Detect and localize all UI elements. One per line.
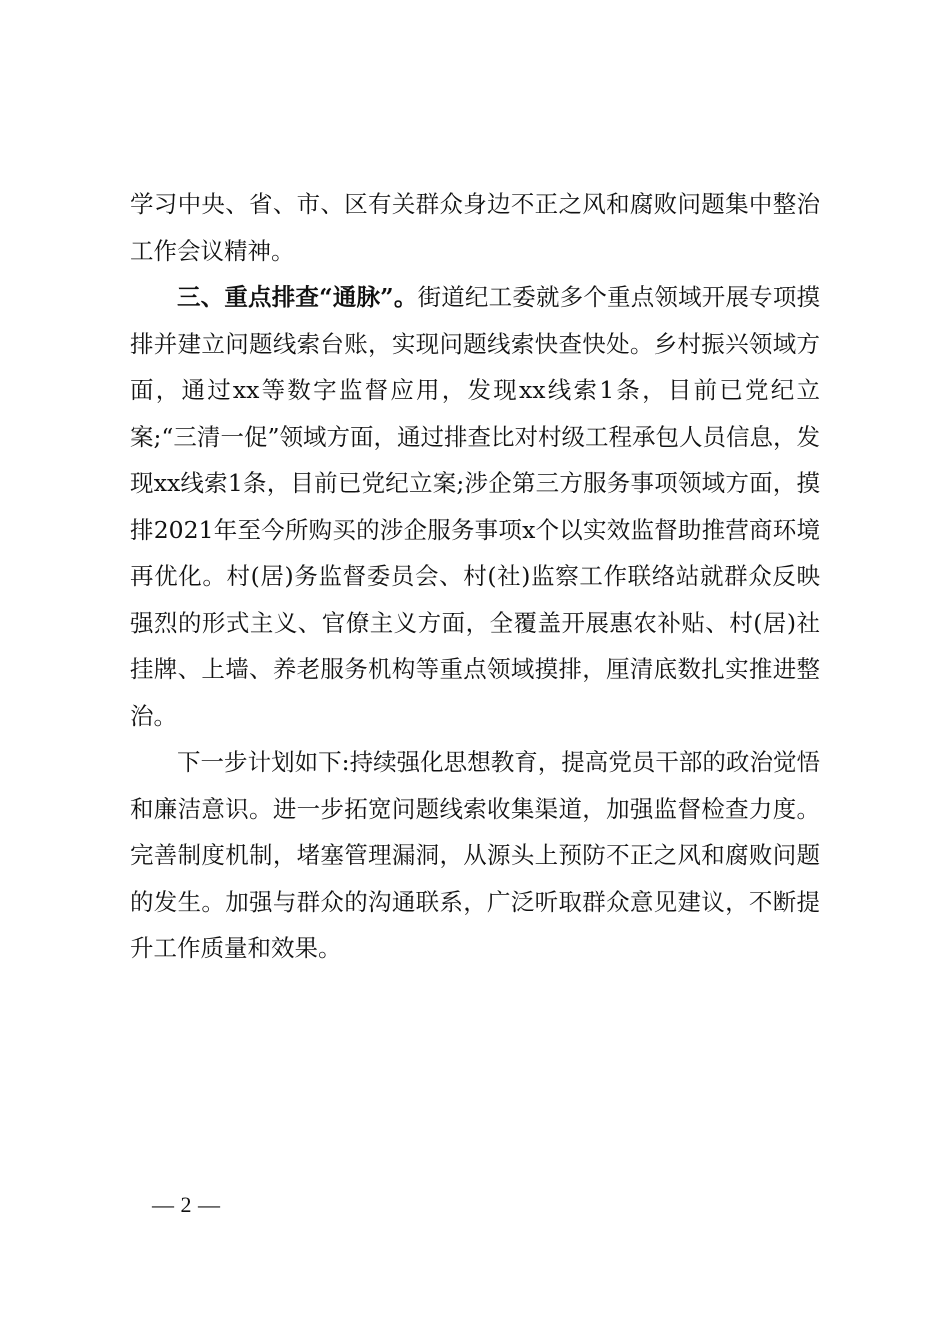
document-body: [130, 181, 820, 972]
paragraph-text: 街道纪工委就多个重点领域开展专项摸排并建立问题线索台账，实现问题线索快查快处。乡村振兴领域方面，通过xx等数字监督应用，发现xx线索1条，目前已党纪立案;“三清一促”领域方面，通过排查比对村级工程承包人员信息，发现xx线索1条，目前已党纪立案;涉企第三方服务事项领域方面，摸排2021年至今所购买的涉企服务事项x个以实效监督助推营商环境再优化。村(居)务监督委员会、村(社)监察工作联络站就群众反映强烈的形式主义、官僚主义方面，全覆盖开展惠农补贴、村(居)社挂牌、上墙、养老服务机构等重点领域摸排，厘清底数扎实推进整治。: [130, 283, 820, 730]
paragraph-continuation: [130, 181, 820, 274]
section-heading: 三、重点排查“通脉”。: [177, 283, 418, 311]
paragraph-text: 学习中央、省、市、区有关群众身边不正之风和腐败问题集中整治工作会议精神。: [130, 190, 820, 265]
paragraph-next-steps: [130, 739, 820, 972]
paragraph-text: 下一步计划如下:持续强化思想教育，提高党员干部的政治觉悟和廉洁意识。进一步拓宽问题线索收集渠道，加强监督检查力度。完善制度机制，堵塞管理漏洞，从源头上预防不正之风和腐败问题的发生。加强与群众的沟通联系，广泛听取群众意见建议，不断提升工作质量和效果。: [130, 748, 820, 962]
page-number: — 2 —: [152, 1192, 221, 1217]
paragraph-key-inspection: [130, 274, 820, 739]
